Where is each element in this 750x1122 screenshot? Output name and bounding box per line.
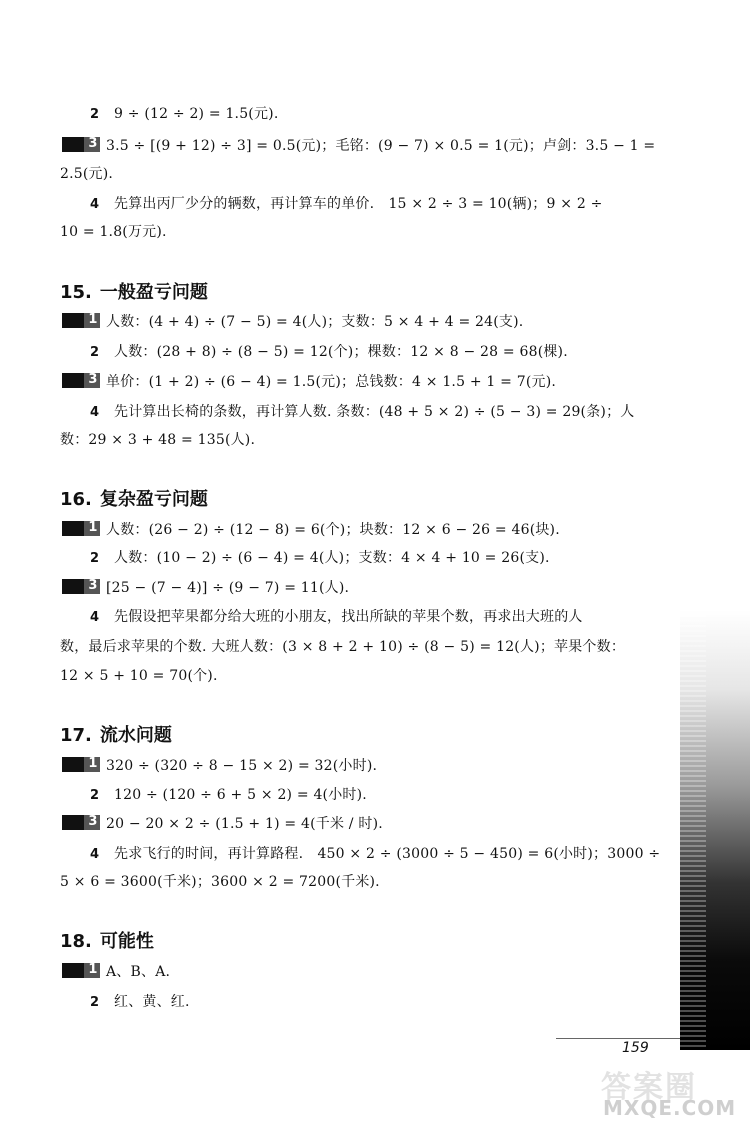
section-number: 18. (60, 931, 92, 952)
answer-badge (62, 963, 100, 978)
answer-number: 2 (90, 995, 100, 1010)
answer-text: 人数：(4 + 4) ÷ (7 − 5) = 4(人)；支数：5 × 4 + 4 = 24(支). (106, 314, 524, 330)
section-title: 可能性 (99, 931, 154, 952)
badge-number: 1 (88, 312, 98, 327)
answer-badge (62, 521, 100, 536)
answer-line (62, 814, 662, 834)
answer-text: 先计算出长椅的条数，再计算人数. 条数：(48 + 5 × 2) ÷ (5 − 3) = 29(条)；人 (114, 404, 635, 420)
answer-line (90, 402, 690, 423)
answer-line (90, 844, 690, 865)
answer-badge (62, 373, 100, 388)
section-heading (60, 488, 208, 512)
watermark-glyphs: 答案圈 (601, 1070, 697, 1105)
answer-text: 人数：(28 + 8) ÷ (8 − 5) = 12(个)；棵数：12 × 8 − 28 = 68(棵). (114, 344, 568, 360)
answer-text: 3.5 ÷ [(9 + 12) ÷ 3] = 0.5(元)；毛铭：(9 − 7) × 0.5 = 1(元)；卢剑：3.5 − 1 = (106, 138, 656, 154)
section-heading (60, 281, 208, 305)
answer-line-continued: 2.5(元). (60, 166, 114, 182)
answer-badge (62, 137, 100, 152)
answer-line-continued: 10 = 1.8(万元). (60, 224, 167, 240)
answer-line-continued: 12 × 5 + 10 = 70(个). (60, 668, 218, 684)
answer-text: 20 − 20 × 2 ÷ (1.5 + 1) = 4(千米 / 时). (106, 816, 383, 832)
answer-line (62, 520, 662, 540)
badge-number: 3 (88, 814, 98, 829)
badge-number: 1 (88, 756, 98, 771)
answer-text: 先假设把苹果都分给大班的小朋友，找出所缺的苹果个数，再求出大班的人 (114, 609, 583, 625)
answer-line (62, 312, 662, 332)
answer-number: 4 (90, 405, 100, 420)
badge-number: 1 (88, 962, 98, 977)
section-number: 17. (60, 725, 92, 746)
answer-line (90, 104, 690, 125)
section-heading (60, 724, 172, 748)
section-heading (60, 930, 154, 954)
answer-text: 9 ÷ (12 ÷ 2) = 1.5(元). (114, 106, 279, 122)
answer-text: 红、黄、红. (114, 994, 190, 1010)
section-title: 复杂盈亏问题 (99, 489, 208, 510)
page-number: 159 (622, 1040, 649, 1056)
answer-line (90, 607, 690, 628)
answer-line (62, 756, 662, 776)
answer-line-continued: 数，最后求苹果的个数. 大班人数：(3 × 8 + 2 + 10) ÷ (8 − 5) = 12(人)；苹果个数： (60, 639, 626, 655)
page-edge-texture (680, 610, 706, 1050)
answer-line-continued: 数：29 × 3 + 48 = 135(人). (60, 432, 256, 448)
answer-text: 120 ÷ (120 ÷ 6 + 5 × 2) = 4(小时). (114, 787, 367, 803)
answer-text: 320 ÷ (320 ÷ 8 − 15 × 2) = 32(小时). (106, 758, 378, 774)
answer-badge (62, 579, 100, 594)
watermark-text: MXQE.COM (603, 1096, 737, 1120)
answer-number: 4 (90, 847, 100, 862)
answer-text: A、B、A. (106, 964, 171, 980)
badge-number: 3 (88, 372, 98, 387)
section-number: 16. (60, 489, 92, 510)
footer-rule (556, 1038, 680, 1039)
watermark-logo (595, 1062, 745, 1118)
answer-line (62, 136, 662, 156)
answer-line (62, 578, 662, 598)
badge-number: 3 (88, 136, 98, 151)
answer-line (62, 962, 662, 982)
answer-badge (62, 313, 100, 328)
badge-number: 1 (88, 520, 98, 535)
answer-line (62, 372, 662, 392)
answer-number: 4 (90, 610, 100, 625)
answer-text: 单价：(1 + 2) ÷ (6 − 4) = 1.5(元)；总钱数：4 × 1.5 + 1 = 7(元). (106, 374, 557, 390)
badge-number: 3 (88, 578, 98, 593)
section-title: 一般盈亏问题 (99, 282, 208, 303)
section-title: 流水问题 (99, 725, 172, 746)
answer-line (90, 785, 690, 806)
answer-badge (62, 815, 100, 830)
answer-number: 4 (90, 197, 100, 212)
answer-text: [25 − (7 − 4)] ÷ (9 − 7) = 11(人). (106, 580, 350, 596)
answer-number: 2 (90, 788, 100, 803)
answer-line (90, 342, 690, 363)
answer-number: 2 (90, 107, 100, 122)
answer-line (90, 194, 690, 215)
answer-text: 人数：(26 − 2) ÷ (12 − 8) = 6(个)；块数：12 × 6 − 26 = 46(块). (106, 522, 560, 538)
answer-text: 先求飞行的时间，再计算路程. 450 × 2 ÷ (3000 ÷ 5 − 450) = 6(小时)；3000 ÷ (114, 846, 661, 862)
answer-text: 人数：(10 − 2) ÷ (6 − 4) = 4(人)；支数：4 × 4 + 10 = 26(支). (114, 550, 550, 566)
answer-number: 2 (90, 345, 100, 360)
answer-line-continued: 5 × 6 = 3600(千米)；3600 × 2 = 7200(千米). (60, 874, 380, 890)
answer-number: 2 (90, 551, 100, 566)
answer-badge (62, 757, 100, 772)
section-number: 15. (60, 282, 92, 303)
answer-line (90, 992, 690, 1013)
answer-text: 先算出丙厂少分的辆数，再计算车的单价. 15 × 2 ÷ 3 = 10(辆)；9 × 2 ÷ (114, 196, 603, 212)
answer-line (90, 548, 690, 569)
